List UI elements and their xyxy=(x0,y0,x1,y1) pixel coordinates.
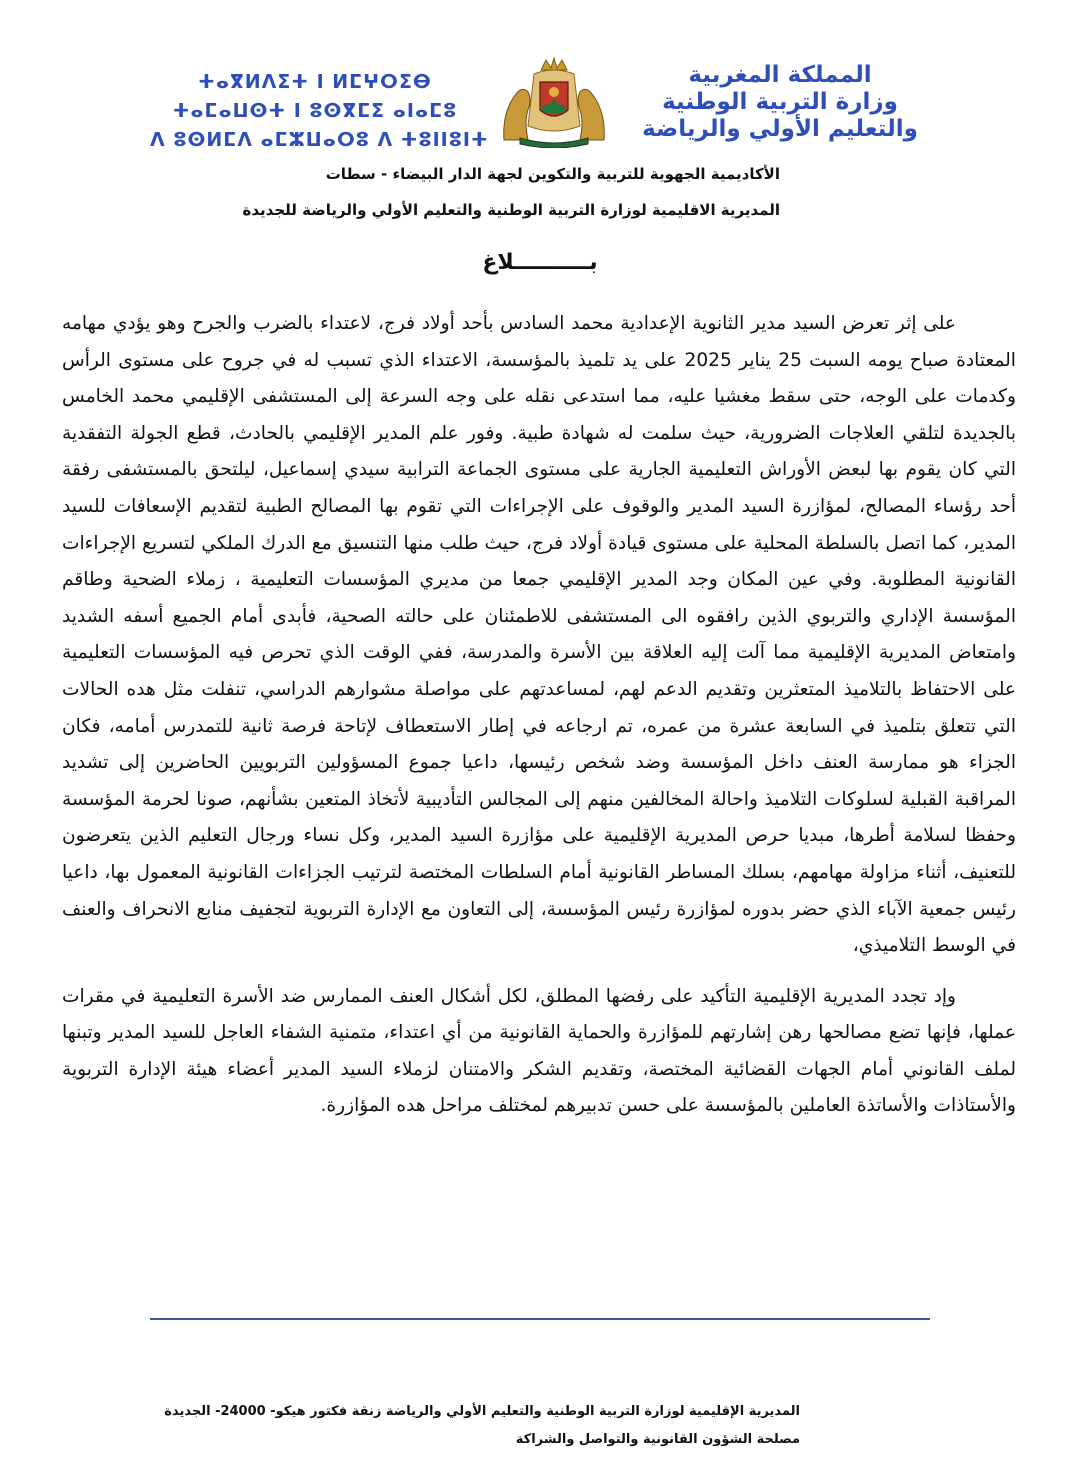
ministry-line-2: والتعليم الأولي والرياضة xyxy=(642,116,918,142)
moroccan-coat-of-arms-icon xyxy=(494,56,614,148)
document-body xyxy=(62,306,1016,1125)
institution-lines xyxy=(120,156,780,228)
footer-service: مصلحة الشؤون القانونية والتواصل والشراكة xyxy=(515,1432,800,1447)
footer xyxy=(150,1398,800,1454)
tifinagh-line-2: ⵜⴰⵎⴰⵡⵙⵜ ⵏ ⵓⵙⴳⵎⵉ ⴰⵏⴰⵎⵓ xyxy=(172,100,458,122)
tifinagh-line-3: ⴷ ⵓⵙⵍⵎⴷ ⴰⵎⵣⵡⴰⵔⵓ ⴷ ⵜⵓⵏⵏⵓⵏⵜ xyxy=(150,129,489,151)
footer-address: المديرية الإقليمية لوزارة التربية الوطنية والتعليم الأولي والرياضة زنقة فكتور هيكو- 24000- الجديدة xyxy=(164,1404,800,1419)
footer-divider xyxy=(150,1318,930,1320)
body-paragraph-1: على إثر تعرض السيد مدير الثانوية الإعدادية محمد السادس بأحد أولاد فرج، لاعتداء بالضرب والجرح وهو يؤدي مهامه المعتادة صباح يومه السبت 25 يناير 2025 على يد تلميذ بالمؤسسة، الاعتداء الذي تسبب له في جروح على مستوى الرأس وكدمات على الوجه، حتى سقط مغشيا عليه، مما استدعى نقله على وجه السرعة إلى المستشفى الإقليمي محمد الخامس بالجديدة لتلقي العلاجات الضرورية، حيث سلمت له شهادة طبية. وفور علم المدير الإقليمي بالحادث، قطع الجولة التفقدية التي كان يقوم بها لبعض الأوراش التعليمية الجارية على مستوى الجماعة الترابية سيدي إسماعيل، ليلتحق بالمستشفى رفقة أحد رؤساء المصالح، لمؤازرة السيد المدير والوقوف على الإجراءات التي تقوم بها المصالح الطبية لتقديم الإسعافات للسيد المدير، كما اتصل بالسلطة المحلية على مستوى قيادة أولاد فرج، حيث طلب منها التنسيق مع الدرك الملكي لتسريع الإجراءات القانونية المطلوبة. وفي عين المكان وجد المدير الإقليمي جمعا من مديري المؤسسات التعليمية ، زملاء الضحية وطاقم المؤسسة الإداري والتربوي الذين رافقوه الى المستشفى للاطمئنان على حالته الصحية، فأبدى أمام الجميع أسفه الشديد وامتعاض المديرية الإقليمية مما آلت إليه العلاقة بين الأسرة والمدرسة، ففي الوقت الذي تحرص فيه المؤسسات التعليمية على الاحتفاظ بالتلاميذ المتعثرين وتقديم الدعم لهم، لمساعدتهم على مواصلة مشوارهم الدراسي، تنفلت مثل هده الحالات التي تتعلق بتلميذ في السابعة عشرة من عمره، تم ارجاعه في إطار الاستعطاف لإتاحة فرصة ثانية للتمدرس أمامه، فكان الجزاء هو ممارسة العنف داخل المؤسسة وضد شخص رئيسها، داعيا جموع المسؤولين التربويين الحاضرين إلى تشديد المراقبة القبلية لسلوكات التلاميذ واحالة المخالفين منهم إلى المجالس التأديبية لأتخاذ المتعين بشأنهم، صونا لحرمة المؤسسة وحفظا لسلامة أطرها، مبديا حرص المديرية الإقليمية على مؤازرة السيد المدير، وكل نساء ورجال التعليم الذين يتعرضون للتعنيف، أثناء مزاولة مهامهم، بسلك المساطر القانونية أمام السلطات المختصة لترتيب الجزاءات القانونية المعمول بها، داعيا رئيس جمعية الآباء الذي حضر بدوره لمؤازرة رئيس المؤسسة، إلى التعاون مع الإدارة التربوية لتجفيف منابع الانحراف والعنف في الوسط التلاميذي، xyxy=(62,313,1016,957)
tifinagh-line-1: ⵜⴰⴳⵍⴷⵉⵜ ⵏ ⵍⵎⵖⵔⵉⴱ xyxy=(198,71,432,93)
arabic-header xyxy=(610,62,950,143)
academy-line: الأكاديمية الجهوية للتربية والتكوين لجهة الدار البيضاء - سطات xyxy=(325,165,780,183)
kingdom-line: المملكة المغربية xyxy=(688,62,872,88)
body-paragraph-2: وإد تجدد المديرية الإقليمية التأكيد على رفضها المطلق، لكل أشكال العنف الممارس ضد الأسرة التعليمية في مقرات عملها، فإنها تضع مصالحها رهن إشارتهم للمؤازرة والحماية القانونية من أي اعتداء، متمنية الشفاء العاجل للسيد المدير وتبنها لملف القانوني أمام الجهات القضائية المختصة، وتقديم الشكر والامتنان لزملاء السيد المدير أعضاء هيئة الإدارة التربوية والأستاذات والأساتذة العاملين بالمؤسسة على حسن تدبيرهم لمختلف مراحل هده المؤازرة. xyxy=(62,985,1016,1117)
document-title: بــــــــــلاغ xyxy=(482,250,598,275)
ministry-line: وزارة التربية الوطنية xyxy=(662,89,898,115)
directorate-line: المديرية الاقليمية لوزارة التربية الوطنية والتعليم الأولي والرياضة للجديدة xyxy=(242,201,780,219)
tifinagh-header xyxy=(150,68,489,155)
